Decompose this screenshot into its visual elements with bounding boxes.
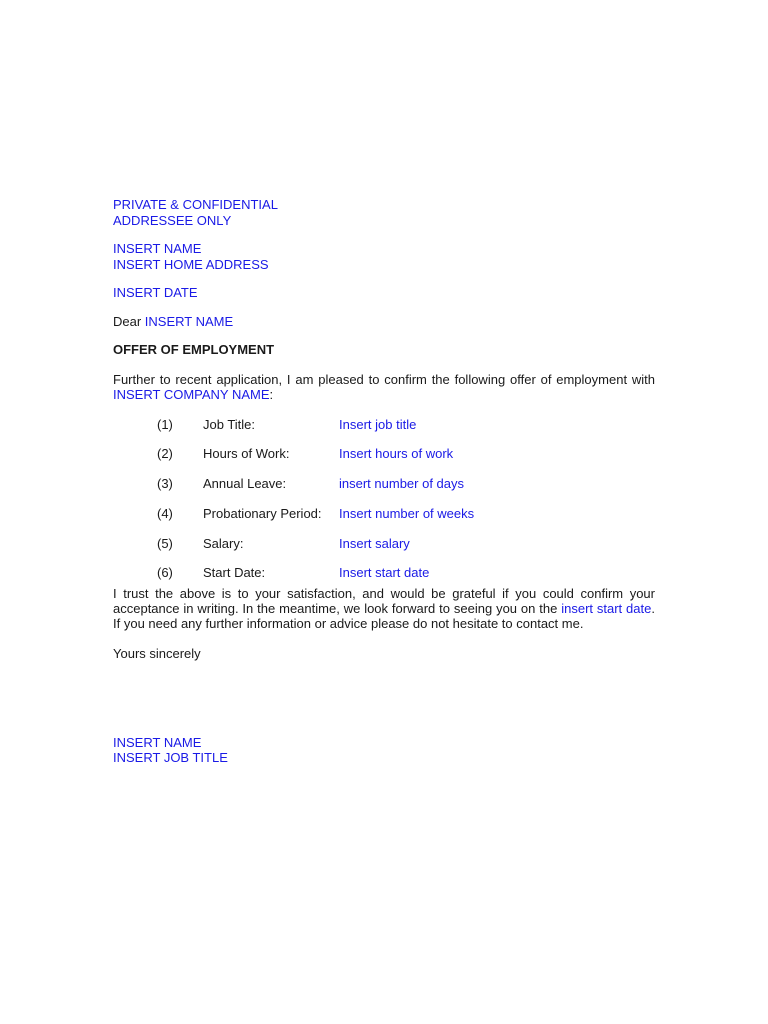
item-value: Insert job title [339, 416, 417, 432]
signer-title: INSERT JOB TITLE [113, 750, 228, 766]
item-value: insert number of days [339, 476, 465, 492]
item-number: (6) [157, 565, 173, 581]
item-label: Start Date: [203, 565, 266, 581]
body-start-date: insert start date [561, 601, 652, 617]
item-number: (4) [157, 505, 173, 521]
body-paragraph [113, 586, 655, 631]
item-label: Salary: [203, 535, 244, 551]
item-number: (5) [157, 535, 173, 551]
company-name: INSERT COMPANY NAME [113, 386, 270, 402]
item-label: Job Title: [203, 416, 256, 432]
letter-date: INSERT DATE [113, 285, 198, 300]
date-block [113, 285, 655, 301]
item-value: Insert salary [339, 535, 410, 551]
item-value: Insert start date [339, 565, 430, 581]
signature-block [113, 735, 655, 766]
recipient-name: INSERT NAME [113, 241, 202, 256]
closing: Yours sincerely [113, 646, 201, 662]
salutation-name: INSERT NAME [144, 313, 234, 329]
body-text-part1: I trust the above is to your satisfaction, and would be grateful if you could confirm your acceptance in writing. In the meantime, we look forward to seeing you on the [113, 586, 655, 617]
addressee-only-label: ADDRESSEE ONLY [113, 212, 232, 228]
recipient-address: INSERT HOME ADDRESS [113, 256, 269, 272]
salutation [113, 314, 655, 330]
intro-text: Further to recent application, I am pleased to confirm the following offer of employment with [113, 371, 655, 387]
intro-paragraph [113, 372, 655, 402]
item-number: (2) [157, 446, 173, 462]
list-item [113, 506, 655, 521]
confidentiality-block [113, 197, 655, 228]
list-item [113, 417, 655, 432]
list-item [113, 446, 655, 461]
salutation-prefix: Dear [113, 313, 145, 329]
item-number: (3) [157, 476, 173, 492]
item-number: (1) [157, 416, 173, 432]
confidential-label: PRIVATE & CONFIDENTIAL [113, 197, 278, 212]
list-item [113, 476, 655, 491]
item-label: Probationary Period: [203, 505, 322, 521]
letter-heading: OFFER OF EMPLOYMENT [113, 342, 275, 357]
body-text-part2: . If you need any further information or advice please do not hesitate to contact me. [113, 601, 655, 632]
item-label: Hours of Work: [203, 446, 290, 462]
list-item [113, 536, 655, 551]
list-item [113, 565, 655, 580]
signer-name: INSERT NAME [113, 734, 202, 750]
offer-terms-list [113, 417, 655, 581]
offer-letter [113, 197, 655, 766]
item-label: Annual Leave: [203, 476, 287, 492]
item-value: Insert number of weeks [339, 505, 475, 521]
recipient-block [113, 241, 655, 272]
intro-suffix: : [269, 386, 274, 402]
item-value: Insert hours of work [339, 446, 454, 462]
